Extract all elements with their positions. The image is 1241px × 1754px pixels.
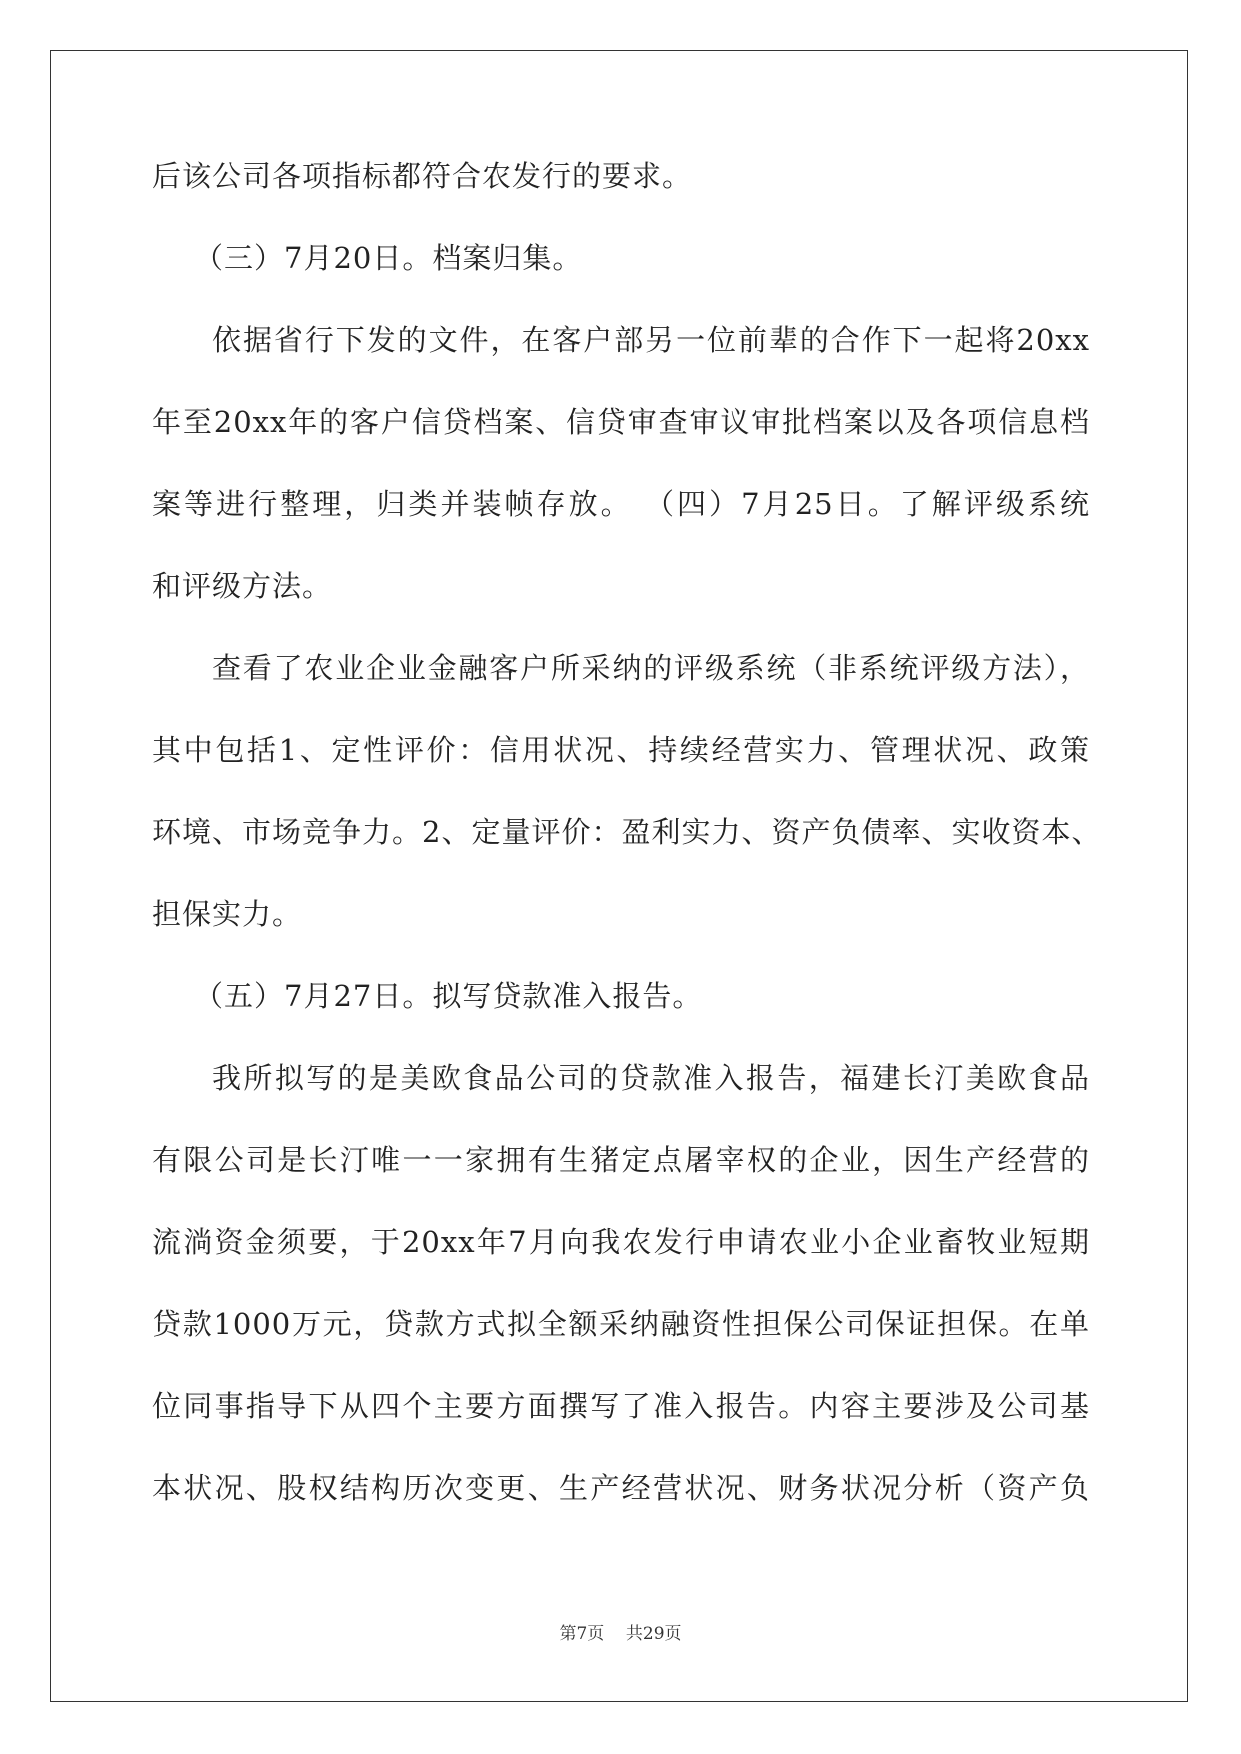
paragraph-line: 其中包括1、定性评价：信用状况、持续经营实力、管理状况、政策 xyxy=(152,733,1090,767)
paragraph-line: 年至20xx年的客户信贷档案、信贷审查审议审批档案以及各项信息档 xyxy=(152,405,1090,439)
paragraph-line: 担保实力。 xyxy=(152,897,303,931)
paragraph-line: 后该公司各项指标都符合农发行的要求。 xyxy=(152,159,693,193)
paragraph-line: 和评级方法。 xyxy=(152,569,333,603)
paragraph-line: 环境、市场竞争力。2、定量评价：盈利实力、资产负债率、实收资本、 xyxy=(152,815,1102,849)
paragraph-line: 贷款1000万元，贷款方式拟全额采纳融资性担保公司保证担保。在单 xyxy=(152,1307,1090,1341)
paragraph-line: 本状况、股权结构历次变更、生产经营状况、财务状况分析（资产负 xyxy=(152,1471,1090,1505)
paragraph-line: 查看了农业企业金融客户所采纳的评级系统（非系统评级方法）， xyxy=(212,651,1090,685)
document-body xyxy=(152,158,1102,1552)
paragraph-line: 流淌资金须要，于20xx年7月向我农发行申请农业小企业畜牧业短期 xyxy=(152,1225,1090,1259)
paragraph-line: 我所拟写的是美欧食品公司的贷款准入报告，福建长汀美欧食品 xyxy=(212,1061,1090,1095)
paragraph-line: 位同事指导下从四个主要方面撰写了准入报告。内容主要涉及公司基 xyxy=(152,1389,1090,1423)
page-total: 共29页 xyxy=(625,1624,682,1644)
page-footer xyxy=(0,1619,1241,1644)
section-heading: （三）7月20日。档案归集。 xyxy=(194,241,583,275)
page-number: 第7页 xyxy=(559,1624,605,1644)
paragraph-line: 案等进行整理，归类并装帧存放。 （四）7月25日。了解评级系统 xyxy=(152,487,1090,521)
section-heading: （五）7月27日。拟写贷款准入报告。 xyxy=(194,979,703,1013)
paragraph-line: 有限公司是长汀唯一一家拥有生猪定点屠宰权的企业，因生产经营的 xyxy=(152,1143,1090,1177)
paragraph-line: 依据省行下发的文件，在客户部另一位前辈的合作下一起将20xx xyxy=(212,323,1090,357)
